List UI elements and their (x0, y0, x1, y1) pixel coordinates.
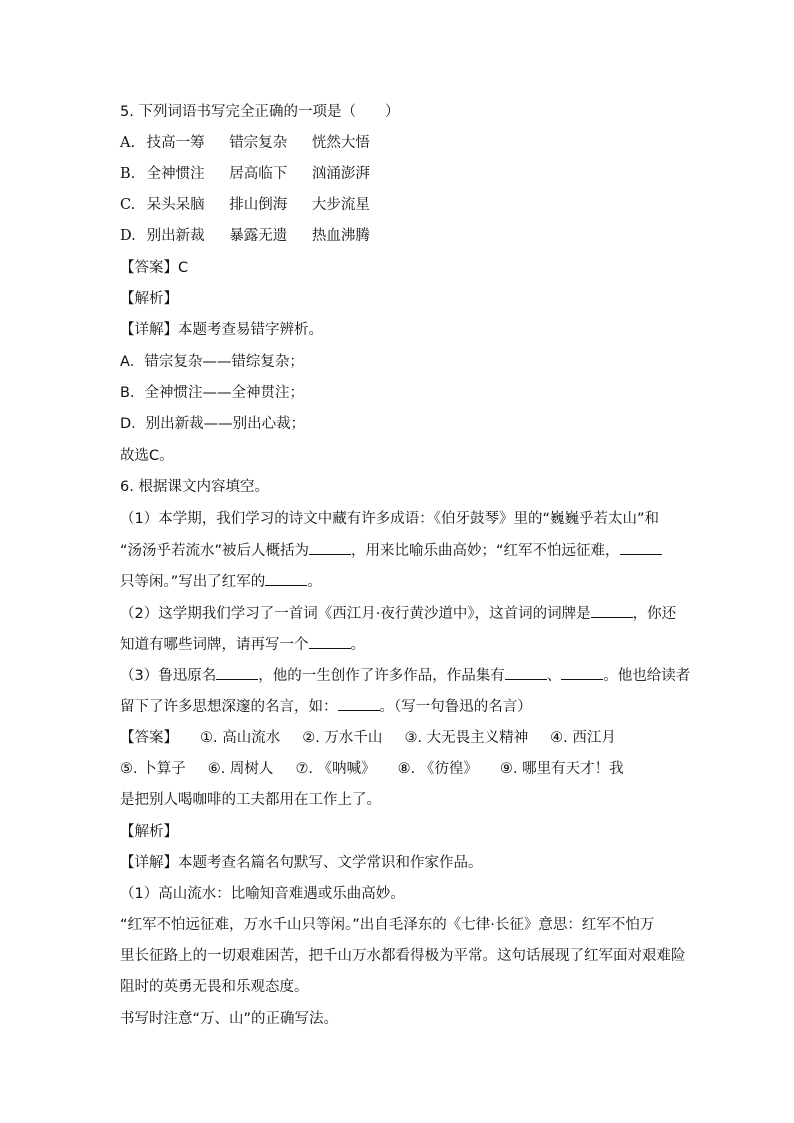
text-segment: “汤汤乎若流水”被后人概括为 (120, 543, 310, 559)
q5-explanation-a: A．错宗复杂——错综复杂； (120, 354, 304, 370)
option-word: 别出新裁 (146, 228, 205, 244)
text-segment: 留下了许多思想深邃的名言，如： (120, 699, 338, 715)
fill-blank (265, 571, 307, 586)
option-word: 居高临下 (229, 166, 288, 182)
q6-answer-line3: 是把别人喝咖啡的工夫都用在工作上了。 (120, 792, 381, 808)
answer-item: ①. 高山流水 (200, 730, 281, 746)
text-segment: 只等闲。”写出了红军的 (120, 574, 266, 590)
q5-detail: 【详解】本题考查易错字辨析。 (120, 322, 323, 338)
q6-explain2-line1: “红军不怕远征难，万水千山只等闲。”出自毛泽东的《七律·长征》意思：红军不怕万 (120, 917, 655, 933)
q5-option-d (120, 226, 680, 246)
answer-item: ③. 大无畏主义精神 (404, 730, 529, 746)
answer-label: 【答案】 (120, 730, 178, 746)
answer-item: ②. 万水千山 (302, 730, 383, 746)
q6-answer-line2 (120, 759, 680, 779)
fill-blank (561, 665, 603, 680)
q5-analysis-heading: 【解析】 (120, 291, 178, 307)
q6-explain1: （1）高山流水：比喻知音难遇或乐曲高妙。 (120, 886, 405, 902)
text-segment: 、 (546, 668, 562, 684)
answer-item: ⑥. 周树人 (207, 761, 274, 777)
q5-stem: 5. 下列词语书写完全正确的一项是（ ） (120, 104, 400, 120)
text-segment: ，他的一生创作了许多作品，作品集有 (258, 668, 505, 684)
text-segment: ，你还 (632, 606, 677, 622)
option-label: D. (120, 228, 136, 244)
q6-explain3: 书写时注意“万、山”的正确写法。 (120, 1011, 339, 1027)
text-segment: （2）这学期我们学习了一首词《西江月·夜行黄沙道中》，这首词的词牌是 (120, 606, 591, 622)
q6-stem: 6. 根据课文内容填空。 (120, 479, 269, 495)
option-word: 全神惯注 (146, 166, 205, 182)
q6-analysis-heading: 【解析】 (120, 824, 178, 840)
fill-blank (505, 665, 547, 680)
q6-part2-line2 (120, 634, 680, 654)
fill-blank (309, 540, 351, 555)
option-word: 汹涌澎湃 (311, 166, 370, 182)
q6-explain2-line2: 里长征路上的一切艰难困苦，把千山万水都看得极为平常。这句话展现了红军面对艰难险 (120, 948, 686, 964)
option-word: 暴露无遗 (229, 228, 288, 244)
answer-item: ⑤. 卜算子 (120, 761, 186, 777)
q6-explain2-line3: 阻时的英勇无畏和乐观态度。 (120, 979, 309, 995)
text-segment: （3）鲁迅原名 (120, 668, 217, 684)
q6-part1-line3 (120, 571, 680, 591)
option-label: C. (120, 197, 136, 213)
fill-blank (216, 665, 258, 680)
q5-explanation-d: D．别出新裁——别出心裁； (120, 416, 306, 432)
text-segment: 。 (307, 574, 322, 590)
option-word: 排山倒海 (229, 197, 288, 213)
q5-conclusion: 故选C。 (120, 448, 174, 464)
fill-blank (309, 634, 351, 649)
option-word: 错宗复杂 (229, 135, 288, 151)
option-word: 呆头呆脑 (146, 197, 205, 213)
answer-item: ⑨. 哪里有天才！我 (499, 761, 624, 777)
answer-item: ⑧. 《彷徨》 (397, 761, 478, 777)
text-segment: 知道有哪些词牌，请再写一个 (120, 637, 309, 653)
option-label: A. (120, 135, 136, 151)
answer-item: ⑦. 《呐喊》 (295, 761, 376, 777)
q6-part1-line1: （1）本学期，我们学习的诗文中藏有许多成语：《伯牙鼓琴》里的“巍巍乎若太山”和 (120, 511, 659, 527)
q6-part3-line1 (120, 665, 691, 685)
fill-blank (620, 540, 662, 555)
text-segment: 。他也给读者 (603, 668, 691, 684)
option-word: 热血沸腾 (311, 228, 370, 244)
text-segment: 。 (350, 637, 365, 653)
q6-detail: 【详解】本题考查名篇名句默写、文学常识和作家作品。 (120, 855, 483, 871)
q6-part2-line1 (120, 603, 680, 623)
q5-option-a (120, 133, 680, 153)
text-segment: 。（写一句鲁迅的名言） (379, 699, 532, 715)
q5-option-c (120, 195, 680, 215)
q6-answer-line1 (120, 728, 680, 748)
q6-part1-line2 (120, 540, 680, 560)
q5-answer: 【答案】C (120, 260, 189, 276)
option-word: 大步流星 (311, 197, 370, 213)
option-label: B. (120, 166, 136, 182)
q5-option-b (120, 164, 680, 184)
option-word: 恍然大悟 (311, 135, 370, 151)
text-segment: ，用来比喻乐曲高妙；“红军不怕远征难， (351, 543, 620, 559)
option-word: 技高一筹 (146, 135, 205, 151)
q5-explanation-b: B．全神惯注——全神贯注； (120, 385, 304, 401)
q6-part3-line2 (120, 696, 680, 716)
fill-blank (338, 696, 380, 711)
fill-blank (591, 603, 633, 618)
answer-item: ④. 西江月 (550, 730, 616, 746)
